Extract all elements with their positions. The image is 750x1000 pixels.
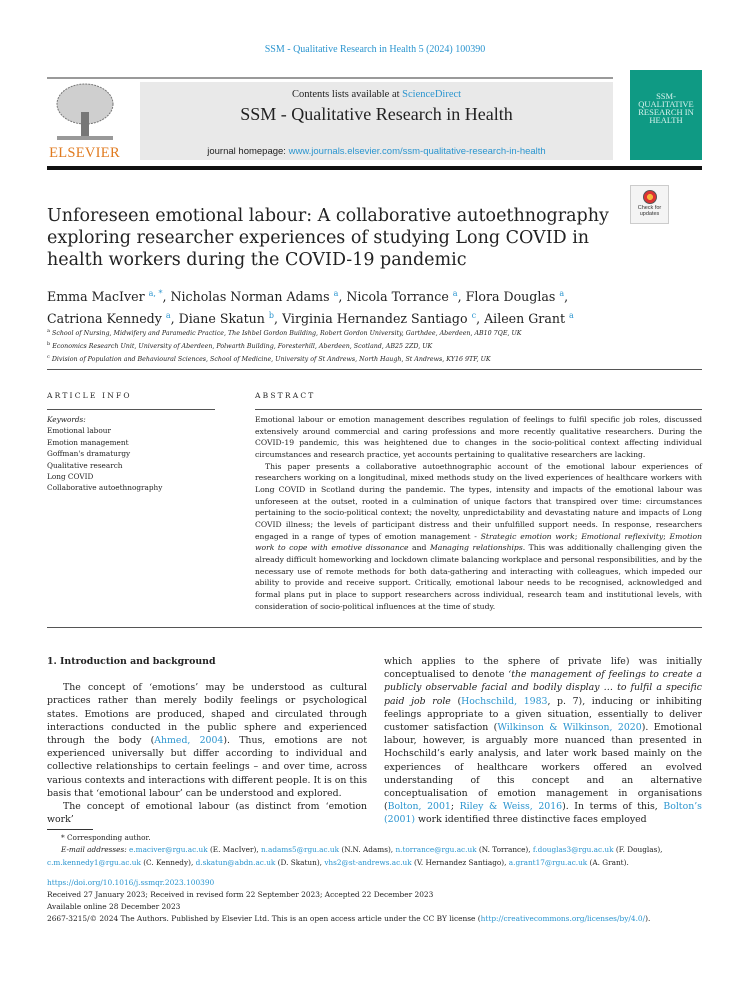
keywords-block — [47, 414, 227, 494]
affiliation-text: Economics Research Unit, University of Aberdeen, Polwarth Building, Foresterhill, Aberdeen, Scotland, AB25 2ZD, UK — [52, 343, 433, 351]
paragraph — [47, 681, 367, 800]
text-run: . This was additionally challenging given the already difficult homeworking and lockdown climate balancing workplace and personal responsibilities, and by the necessary use of remote methods for both data-gathering and interacting with colleagues, which impeded our ability to provide and receive support. Critically, emotional labour needs to be recognised, acknowledged and formal plans put in place to support researchers across individual, research team and institutional levels, with consideration of socio-political influences at the time of study. — [255, 543, 702, 611]
corresponding-author-note: * Corresponding author. — [61, 833, 151, 842]
text-run: ; — [663, 531, 670, 541]
keyword: Emotional labour — [47, 426, 111, 436]
footnotes — [47, 832, 712, 869]
affiliation — [47, 352, 707, 365]
header-black-bar — [47, 166, 702, 170]
author-name[interactable]: Emma MacIver — [47, 289, 145, 305]
text-run: which applies to the sphere of private life) was initially conceptualised to denote — [384, 656, 702, 681]
divider — [47, 409, 215, 410]
divider — [47, 369, 702, 370]
contents-prefix: Contents lists available at — [291, 89, 403, 100]
affiliation — [47, 339, 707, 352]
reference-link[interactable]: Bolton, 2001 — [387, 801, 451, 813]
author-list: Emma MacIver $^{a, *}$, Nicholas Norman Adams $^a$, Nicola Torrance $^a$, Flora Douglas $^a$, Catriona Kennedy $^a$, Diane Skatun $^b$, Virginia Hernandez Santiago $^c$, Aileen Grant $^a$ — [47, 289, 574, 327]
text-run: (F. Douglas), — [613, 845, 663, 855]
reference-link[interactable]: Ahmed, 2004 — [154, 735, 224, 747]
text-run: (N.N. Adams), — [339, 845, 396, 855]
body-column-left — [47, 655, 367, 826]
author-name[interactable]: Nicola Torrance — [346, 289, 449, 305]
journal-title: SSM - Qualitative Research in Health — [240, 104, 513, 124]
affiliation-list — [47, 326, 707, 365]
italic-text: E-mail addresses: — [61, 845, 130, 855]
italic-text: Emotion work to cope with emotive dissonance — [255, 531, 702, 553]
reference-link[interactable]: http://creativecommons.org/licenses/by/4.0/ — [480, 914, 646, 923]
italic-text: Managing relationships — [429, 543, 523, 553]
journal-homepage-line — [140, 146, 613, 157]
text-run: work identified three distinctive faces employed — [415, 814, 647, 826]
text-run: (V. Hernandez Santiago), — [411, 857, 509, 867]
reference-link[interactable]: n.adams5@rgu.ac.uk — [260, 845, 340, 855]
reference-link[interactable]: Wilkinson & Wilkinson, 2020 — [497, 722, 642, 734]
author-affiliation-marker[interactable]: a — [452, 289, 458, 298]
keyword: Collaborative autoethnography — [47, 483, 163, 493]
journal-masthead — [140, 82, 613, 160]
text-run: (C. Kennedy), — [140, 857, 196, 867]
author-affiliation-marker[interactable]: a, * — [148, 289, 163, 298]
keyword: Long COVID — [47, 472, 94, 482]
section-heading: 1. Introduction and background — [47, 656, 216, 667]
affiliation-marker: a — [47, 328, 50, 334]
author-affiliation-marker[interactable]: a — [333, 289, 339, 298]
keyword: Qualitative research — [47, 460, 123, 470]
author-name[interactable]: Aileen Grant — [484, 311, 566, 327]
text-run: ). Emotional labour, however, is arguably more nuanced than presented in Hochschild’s early analysis, and later work based mainly on the experiences of healthcare workers offered an evolved understanding of this concept and an alternative conceptualisation of emotion management in organisations ( — [384, 722, 702, 813]
cover-title: SSM- QUALITATIVE RESEARCH IN HEALTH — [638, 91, 694, 125]
contents-line — [140, 88, 613, 102]
affiliation-text: School of Nursing, Midwifery and Paramedic Practice, The Ishbel Gordon Building, Robert Gordon University, Garthdee, Aberdeen, AB10 7QE, UK — [52, 330, 522, 338]
footnote-rule — [47, 829, 93, 830]
text-run: (D. Skatun), — [275, 857, 325, 867]
italic-text: ‘the management of feelings to create a publicly observable facial and bodily display … to fulfil a specific paid job role — [384, 669, 702, 707]
reference-link[interactable]: f.douglas3@rgu.ac.uk — [532, 845, 614, 855]
affiliation-marker: c — [47, 354, 50, 361]
license-statement — [47, 913, 727, 925]
article-title: Unforeseen emotional labour: A collaborative autoethnography exploring researcher experiences of studying Long COVID in health workers during the COVID-19 pandemic — [47, 206, 609, 270]
crossmark-label: Check for updates — [637, 205, 662, 217]
elsevier-logo[interactable] — [47, 82, 122, 162]
reference-link[interactable]: c.m.kennedy1@rgu.ac.uk — [47, 857, 141, 867]
divider — [47, 627, 702, 628]
article-info-heading: ARTICLE INFO — [47, 391, 132, 400]
doi-link[interactable]: https://doi.org/10.1016/j.ssmqr.2023.100390 — [47, 878, 215, 887]
author-name[interactable]: Diane Skatun — [178, 311, 265, 327]
received-dates: Received 27 January 2023; Received in revised form 22 September 2023; Accepted 22 December 2023 — [47, 890, 434, 899]
crossmark-icon — [643, 190, 657, 204]
text-run: The concept of emotional labour (as distinct from ‘emotion work’ — [47, 801, 367, 826]
reference-link[interactable]: a.grant17@rgu.ac.uk — [508, 857, 588, 867]
text-run: (E. MacIver), — [207, 845, 261, 855]
affiliation-text: Division of Population and Behavioural Sciences, School of Medicine, University of St Andrews, North Haugh, St Andrews, KY16 9TF, UK — [51, 356, 491, 364]
text-run: 2667-3215/© 2024 The Authors. Published by Elsevier Ltd. This is an open access article under the CC BY license ( — [47, 914, 481, 923]
italic-text: Strategic emotion work — [480, 531, 575, 541]
reference-link[interactable]: e.maciver@rgu.ac.uk — [129, 845, 208, 855]
reference-link[interactable]: vhs2@st-andrews.ac.uk — [324, 857, 412, 867]
elsevier-wordmark: ELSEVIER — [49, 145, 120, 161]
publication-info — [47, 877, 727, 925]
author-name[interactable]: Catriona Kennedy — [47, 311, 162, 327]
text-run: and — [408, 543, 430, 553]
reference-link[interactable]: Bolton’s (2001) — [384, 801, 702, 826]
journal-citation-link[interactable]: SSM - Qualitative Research in Health 5 (2024) 100390 — [264, 44, 486, 55]
journal-homepage-link[interactable]: www.journals.elsevier.com/ssm-qualitative-research-in-health — [288, 146, 546, 157]
text-run: ( — [450, 695, 462, 707]
author-affiliation-marker[interactable]: a — [559, 289, 565, 298]
text-run: ; — [574, 531, 582, 541]
affiliation-marker: b — [47, 341, 51, 348]
text-run: Emotional labour or emotion management describes regulation of feelings to fulfil specific job roles, discussed extensively around commercial and caring professions and more recently qualitative researchers. During the COVID-19 pandemic, this was heightened due to changes in the socio-political context affecting individual circumstances and research practice, yet accounts pertaining to qualitative researchers are lacking. — [255, 415, 702, 459]
text-run: , p. 7), inducing or inhibiting feelings appropriate to a given situation, essentially to deliver customer satisfaction ( — [384, 695, 703, 734]
text-run: ). In terms of this, — [562, 801, 664, 813]
reference-link[interactable]: d.skatun@abdn.ac.uk — [195, 857, 276, 867]
text-run: This paper presents a collaborative autoethnographic account of the emotional labour experiences of researchers working on a longitudinal, mixed methods study on the lived experiences of healthcare workers with Long COVID in Scotland during the pandemic. The types, intensity and impacts of the emotional labour was unforeseen at the outset, rooted in a culmination of unique factors that transpired over time: circumstances pertaining to the socio-political context; the novelty, unpredictability and devastating nature and impacts of Long COVID illness; the levels of participant distress and their unfulfilled support needs. In response, researchers engaged in a range of types of emotion management - — [255, 461, 702, 541]
text-run: (A. Grant). — [587, 857, 629, 867]
author-affiliation-marker[interactable]: a — [569, 311, 574, 321]
header-rule — [47, 77, 613, 79]
divider — [255, 409, 702, 410]
reference-link[interactable]: Hochschild, 1983 — [461, 695, 548, 707]
author-name[interactable]: Flora Douglas — [465, 289, 556, 305]
text-run: (N. Torrance), — [476, 845, 533, 855]
author-affiliation-marker[interactable]: a — [165, 311, 171, 321]
homepage-prefix: journal homepage: — [207, 146, 289, 157]
affiliation — [47, 326, 707, 339]
reference-link[interactable]: n.torrance@rgu.ac.uk — [395, 845, 477, 855]
reference-link[interactable]: Riley & Weiss, 2016 — [459, 801, 563, 813]
keyword: Goffman's dramaturgy — [47, 449, 131, 459]
italic-text: Emotional reflexivity — [581, 531, 664, 541]
crossmark-button[interactable] — [630, 185, 669, 224]
text-run: ). — [645, 914, 651, 923]
author-name[interactable]: Virginia Hernandez Santiago — [282, 311, 468, 327]
elsevier-tree-icon — [53, 82, 117, 142]
body-column-right — [384, 655, 702, 827]
sciencedirect-link[interactable]: ScienceDirect — [402, 89, 462, 100]
keyword: Emotion management — [47, 437, 129, 447]
email-addresses — [47, 844, 712, 869]
author-name[interactable]: Nicholas Norman Adams — [170, 289, 330, 305]
paragraph — [255, 461, 702, 613]
abstract-body — [255, 414, 702, 612]
abstract-heading: ABSTRACT — [255, 391, 316, 400]
paragraph — [384, 655, 702, 827]
author-affiliation-marker[interactable]: b — [268, 311, 275, 321]
available-online: Available online 28 December 2023 — [47, 902, 181, 911]
author-affiliation-marker[interactable]: c — [471, 311, 477, 321]
text-run: The concept of ‘emotions’ may be understood as cultural practices rather than merely bodily feelings or psychological states. Emotions are produced, shaped and circulated through interactions conducted in the public sphere and experienced through the body ( — [47, 682, 367, 747]
journal-cover[interactable] — [630, 70, 702, 160]
text-run: ; — [450, 801, 460, 813]
keywords-label: Keywords: — [47, 415, 86, 424]
paragraph — [255, 414, 702, 461]
paragraph — [47, 800, 367, 826]
text-run: ). Thus, emotions are not experienced universally but differ according to individual and collective relationships to certain feelings – and over time, across various contexts and interactions with different people. It is on this basis that ‘emotional labour’ can be understood and explored. — [47, 735, 367, 799]
